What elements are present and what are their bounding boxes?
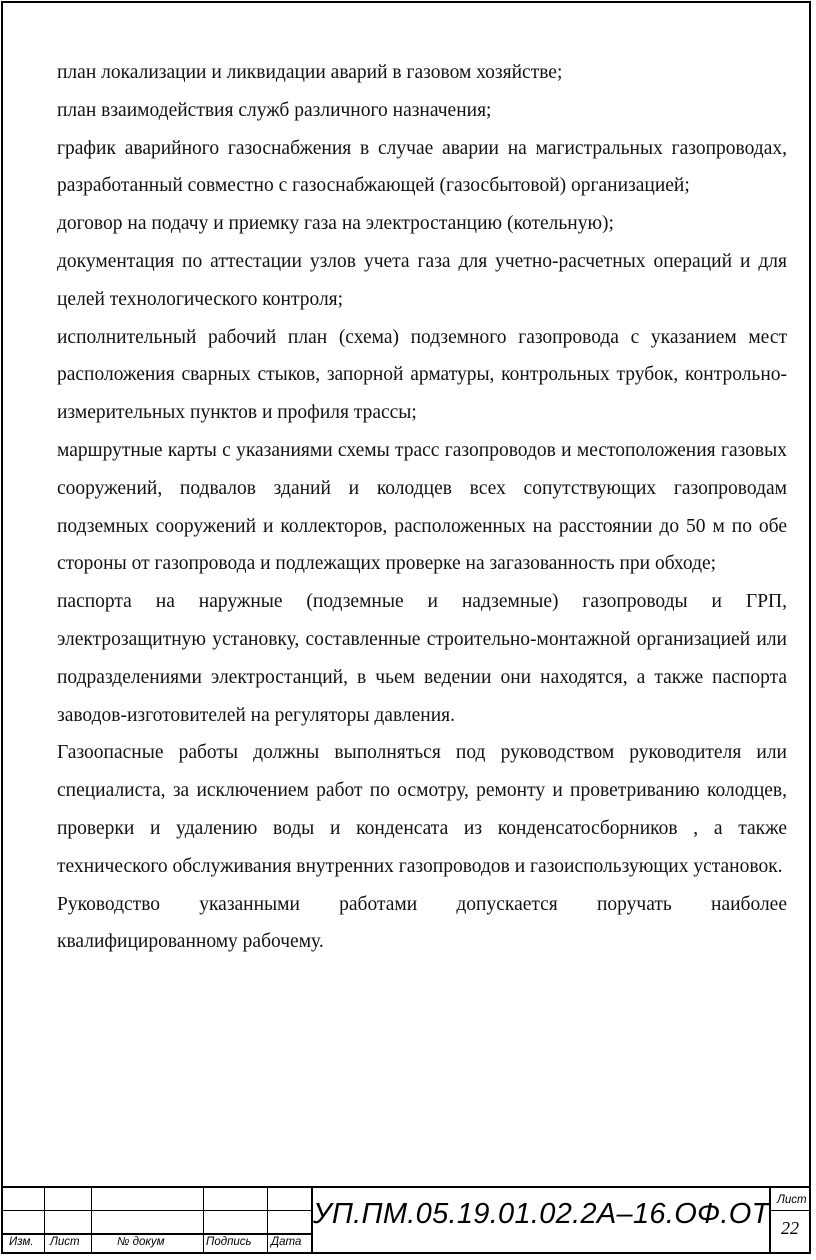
izm-label: Изм. xyxy=(9,1236,34,1248)
paragraph: план локализации и ликвидации аварий в газовом хозяйстве; xyxy=(57,62,563,83)
paragraph: паспорта на наружные (подземные и надземные) газопроводы и ГРП, электрозащитную установку, составленные строительно-монтажной организацией или подразделениями электростанций, в чьем ведении они находятся, а также паспорта заводов-изготовителей на регуляторы давления. xyxy=(57,591,787,726)
doc-number-label: № докум xyxy=(117,1236,165,1248)
sheet-number: 22 xyxy=(781,1218,799,1238)
stamp-divider xyxy=(203,1188,204,1254)
document-body xyxy=(57,54,787,961)
paragraph: исполнительный рабочий план (схема) подземного газопровода с указанием мест расположения сварных стыков, запорной арматуры, контрольных трубок, контрольно-измерительных пунктов и профиля трассы; xyxy=(57,326,787,424)
signature-label: Подпись xyxy=(206,1236,252,1248)
paragraph: документация по аттестации узлов учета газа для учетно-расчетных операций и для целей технологического контроля; xyxy=(57,250,787,310)
stamp-divider xyxy=(91,1188,92,1254)
paragraph: план взаимодействия служб различного назначения; xyxy=(57,99,492,121)
sheet-label: Лист xyxy=(777,1194,807,1206)
date-label: Дата xyxy=(271,1236,302,1248)
stamp-row-line xyxy=(3,1210,311,1211)
document-code: УП.ПМ.05.19.01.02.2А–16.ОФ.ОТ xyxy=(313,1198,770,1230)
title-block xyxy=(3,1186,809,1254)
paragraph: Газоопасные работы должны выполняться под руководством руководителя или специалиста, за исключением работ по осмотру, ремонту и проветриванию колодцев, проверки и удалению воды и конденсата из конденсатосборников , а также технического обслуживания внутренних газопроводов и газоиспользующих установок. xyxy=(57,742,787,877)
paragraph: договор на подачу и приемку газа на электростанцию (котельную); xyxy=(57,213,614,235)
stamp-row-line xyxy=(769,1210,809,1211)
paragraph: график аварийного газоснабжения в случае аварии на магистральных газопроводах, разработанный совместно с газоснабжающей (газосбытовой) организацией; xyxy=(57,137,787,197)
list-label: Лист xyxy=(50,1236,80,1248)
stamp-divider xyxy=(44,1188,45,1254)
stamp-divider xyxy=(267,1188,268,1254)
paragraph: маршрутные карты с указаниями схемы трасс газопроводов и местоположения газовых сооружений, подвалов зданий и колодцев всех сопутствующих газопроводам подземных сооружений и коллекторов, расположенных на расстоянии до 50 м по обе стороны от газопровода и подлежащих проверке на загазованность при обходе; xyxy=(57,439,787,575)
stamp-row-line xyxy=(3,1233,311,1235)
paragraph: Руководство указанными работами допускается поручать наиболее квалифицированному рабочему. xyxy=(57,893,787,953)
